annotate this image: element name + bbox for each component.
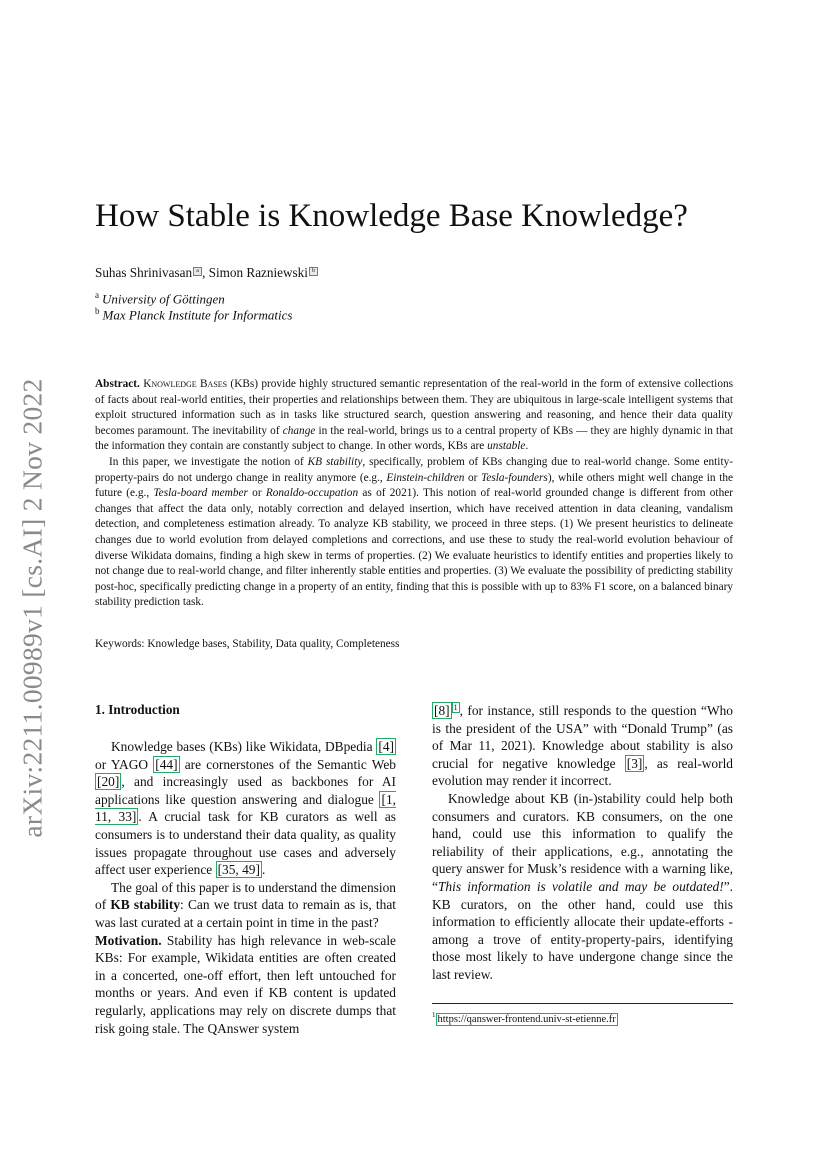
body-text: or YAGO [95, 756, 154, 772]
abstract-heading: Abstract. [95, 378, 140, 390]
body-emphasis: This information is volatile and may be outdated! [437, 878, 724, 894]
affiliation-mark: a [95, 290, 99, 300]
body-text: Knowledge about KB (in-)stability could help both consumers and curators. KB consumers, on the one hand, could use this information to qualify the reliability of their applications, e.g., annotating the query answer for Musk’s residence with a warning like, “ [432, 790, 733, 894]
body-text: , and increasingly used as backbones for AI applications like question answering and dialogue [95, 774, 396, 807]
footnote-number: 1 [432, 1011, 436, 1019]
abstract-emphasis: KB stability [307, 455, 363, 468]
body-text: ”. KB curators, on the other hand, could use this information to efficiently allocate their update-efforts - among a trove of entity-property-pairs, identifying those most likely to have undergone change since the last review. [432, 878, 733, 982]
column-right [432, 702, 733, 984]
abstract-paragraph [95, 377, 733, 455]
body-paragraph [95, 738, 396, 879]
abstract-text: in the real-world, brings us to a central property of KBs — they are highly dynamic in that the information they contain are constantly subject to change. In other words, KBs are [95, 424, 733, 453]
footnote-divider [432, 1003, 733, 1004]
abstract-emphasis: Tesla-board member [153, 487, 248, 500]
body-text: , as real-world evolution may render it incorrect. [432, 755, 733, 789]
abstract-text: (KBs) provide highly structured semantic representation of the real-world in the form of extensive collections of facts about real-world entities, their properties and relationships between them. They are ubiquitous in large-scale intelligent systems that exploit structured information such as in tasks like structured search, question answering and reasoning, and hence their data quality becomes paramount. The inevitability of [95, 378, 734, 437]
affiliation-mark-badge[interactable]: a [193, 267, 202, 276]
abstract-emphasis: Tesla-founders [481, 471, 548, 484]
body-text: The goal of this paper is to understand the dimension of [95, 879, 396, 913]
affiliation-mark: b [95, 306, 100, 316]
body-text: Knowledge bases (KBs) like Wikidata, DBpedia [111, 739, 377, 754]
abstract-emphasis: Einstein-children [386, 471, 465, 484]
footnote-marker[interactable]: 1 [453, 702, 458, 712]
body-text: . A crucial task for KB curators as well as consumers is to understand their data quality, as quality issues propagate throughout use cases and adversely affect user experience [95, 809, 396, 878]
abstract-text: or [247, 487, 266, 500]
paper-title: How Stable is Knowledge Base Knowledge? [95, 198, 688, 234]
citation-link[interactable]: [3] [626, 755, 643, 771]
abstract-emphasis: change [282, 424, 316, 437]
citation-link[interactable]: [1, 11, 33] [95, 791, 396, 825]
abstract-text: or [464, 471, 482, 484]
abstract-emphasis: Ronaldo-occupation [265, 487, 359, 500]
body-text: Stability has high relevance in web-scale KBs: For example, Wikidata entities are often created in a concerted, one-off effort, then left untouched for months or years. And even if KB content is updated regularly, applications may rely on discrete dumps that risk going stale. The QAnswer system [95, 932, 396, 1036]
author-list [95, 264, 318, 282]
abstract [95, 377, 733, 611]
arxiv-identifier-side [13, 373, 53, 843]
body-paragraph-continued [432, 702, 733, 790]
citation-link[interactable]: [8] [434, 703, 450, 718]
affiliation-text: Max Planck Institute for Informatics [102, 307, 293, 323]
body-paragraph [95, 932, 396, 1038]
author-separator: , [202, 265, 209, 280]
abstract-text: as of 2021). This notion of real-world grounded change is different from other changes that affect the data only, notably correction and delayed insertion, which have received attention in data cleaning, vandalism detection, and completeness estimation already. To analyze KB stability, we proceed in three steps. (1) We present heuristics to delineate changes due to world evolution from delayed completions and corrections, and use these to study the real-world evolution behaviour of diverse Wikidata domains, finding a high skew in terms of properties. (2) We evaluate heuristics to identify entities and properties likely to not change due to real-world change, and filter inherently stable entities and properties. (3) We evaluate the possibility of predicting stability post-hoc, specifically predicting change in a property of an entity, finding that this is possible with up to 83% F1 score, on a balanced binary stability prediction task. [95, 487, 733, 609]
kb-term: Knowledge Bases [143, 378, 228, 390]
body-text: : Can we trust data to remain as is, that was last curated at a certain point in time in the past? [95, 897, 396, 930]
body-text: . [261, 862, 266, 878]
affiliation-text: University of Göttingen [102, 291, 225, 307]
body-bold: KB stability [110, 897, 181, 913]
affiliation [95, 303, 292, 323]
keywords: Keywords: Knowledge bases, Stability, Data quality, Completeness [95, 638, 400, 650]
footnote-url-link[interactable]: https://qanswer-frontend.univ-st-etienne.fr [437, 1013, 616, 1025]
motivation-heading: Motivation. [95, 932, 162, 948]
abstract-text: . [525, 440, 529, 453]
affiliation-mark-badge[interactable]: b [309, 267, 318, 276]
arxiv-identifier: arXiv:2211.00989v1 [cs.AI] 2 Nov 2022 [17, 378, 48, 838]
citation-link[interactable]: [35, 49] [217, 862, 260, 878]
abstract-text: In this paper, we investigate the notion of [109, 455, 308, 468]
body-paragraph [432, 790, 733, 984]
author-name: Suhas Shrinivasan [95, 265, 193, 280]
author-name: Simon Razniewski [208, 265, 308, 280]
abstract-emphasis: unstable [487, 440, 526, 453]
citation-link[interactable]: [4] [378, 739, 394, 754]
body-text: , for instance, still responds to the question “Who is the president of the USA” with “Donald Trump” (as of Mar 11, 2021). Knowledge about stability is also crucial for negative knowledge [432, 703, 733, 771]
abstract-text: ), while others might well change in the future (e.g., [95, 471, 733, 500]
footnote [432, 1008, 618, 1027]
column-left [95, 738, 396, 1037]
abstract-text: , specifically, problem of KBs changing due to real-world change. Some entity-property-pairs do not undergo change in reality anymore (e.g., [95, 455, 733, 484]
citation-link[interactable]: [20] [97, 774, 120, 790]
section-heading: 1. Introduction [95, 702, 180, 717]
body-text: are cornerstones of the Semantic Web [179, 756, 396, 772]
body-paragraph [95, 879, 396, 932]
citation-link[interactable]: [44] [155, 756, 178, 772]
abstract-paragraph [95, 455, 733, 611]
